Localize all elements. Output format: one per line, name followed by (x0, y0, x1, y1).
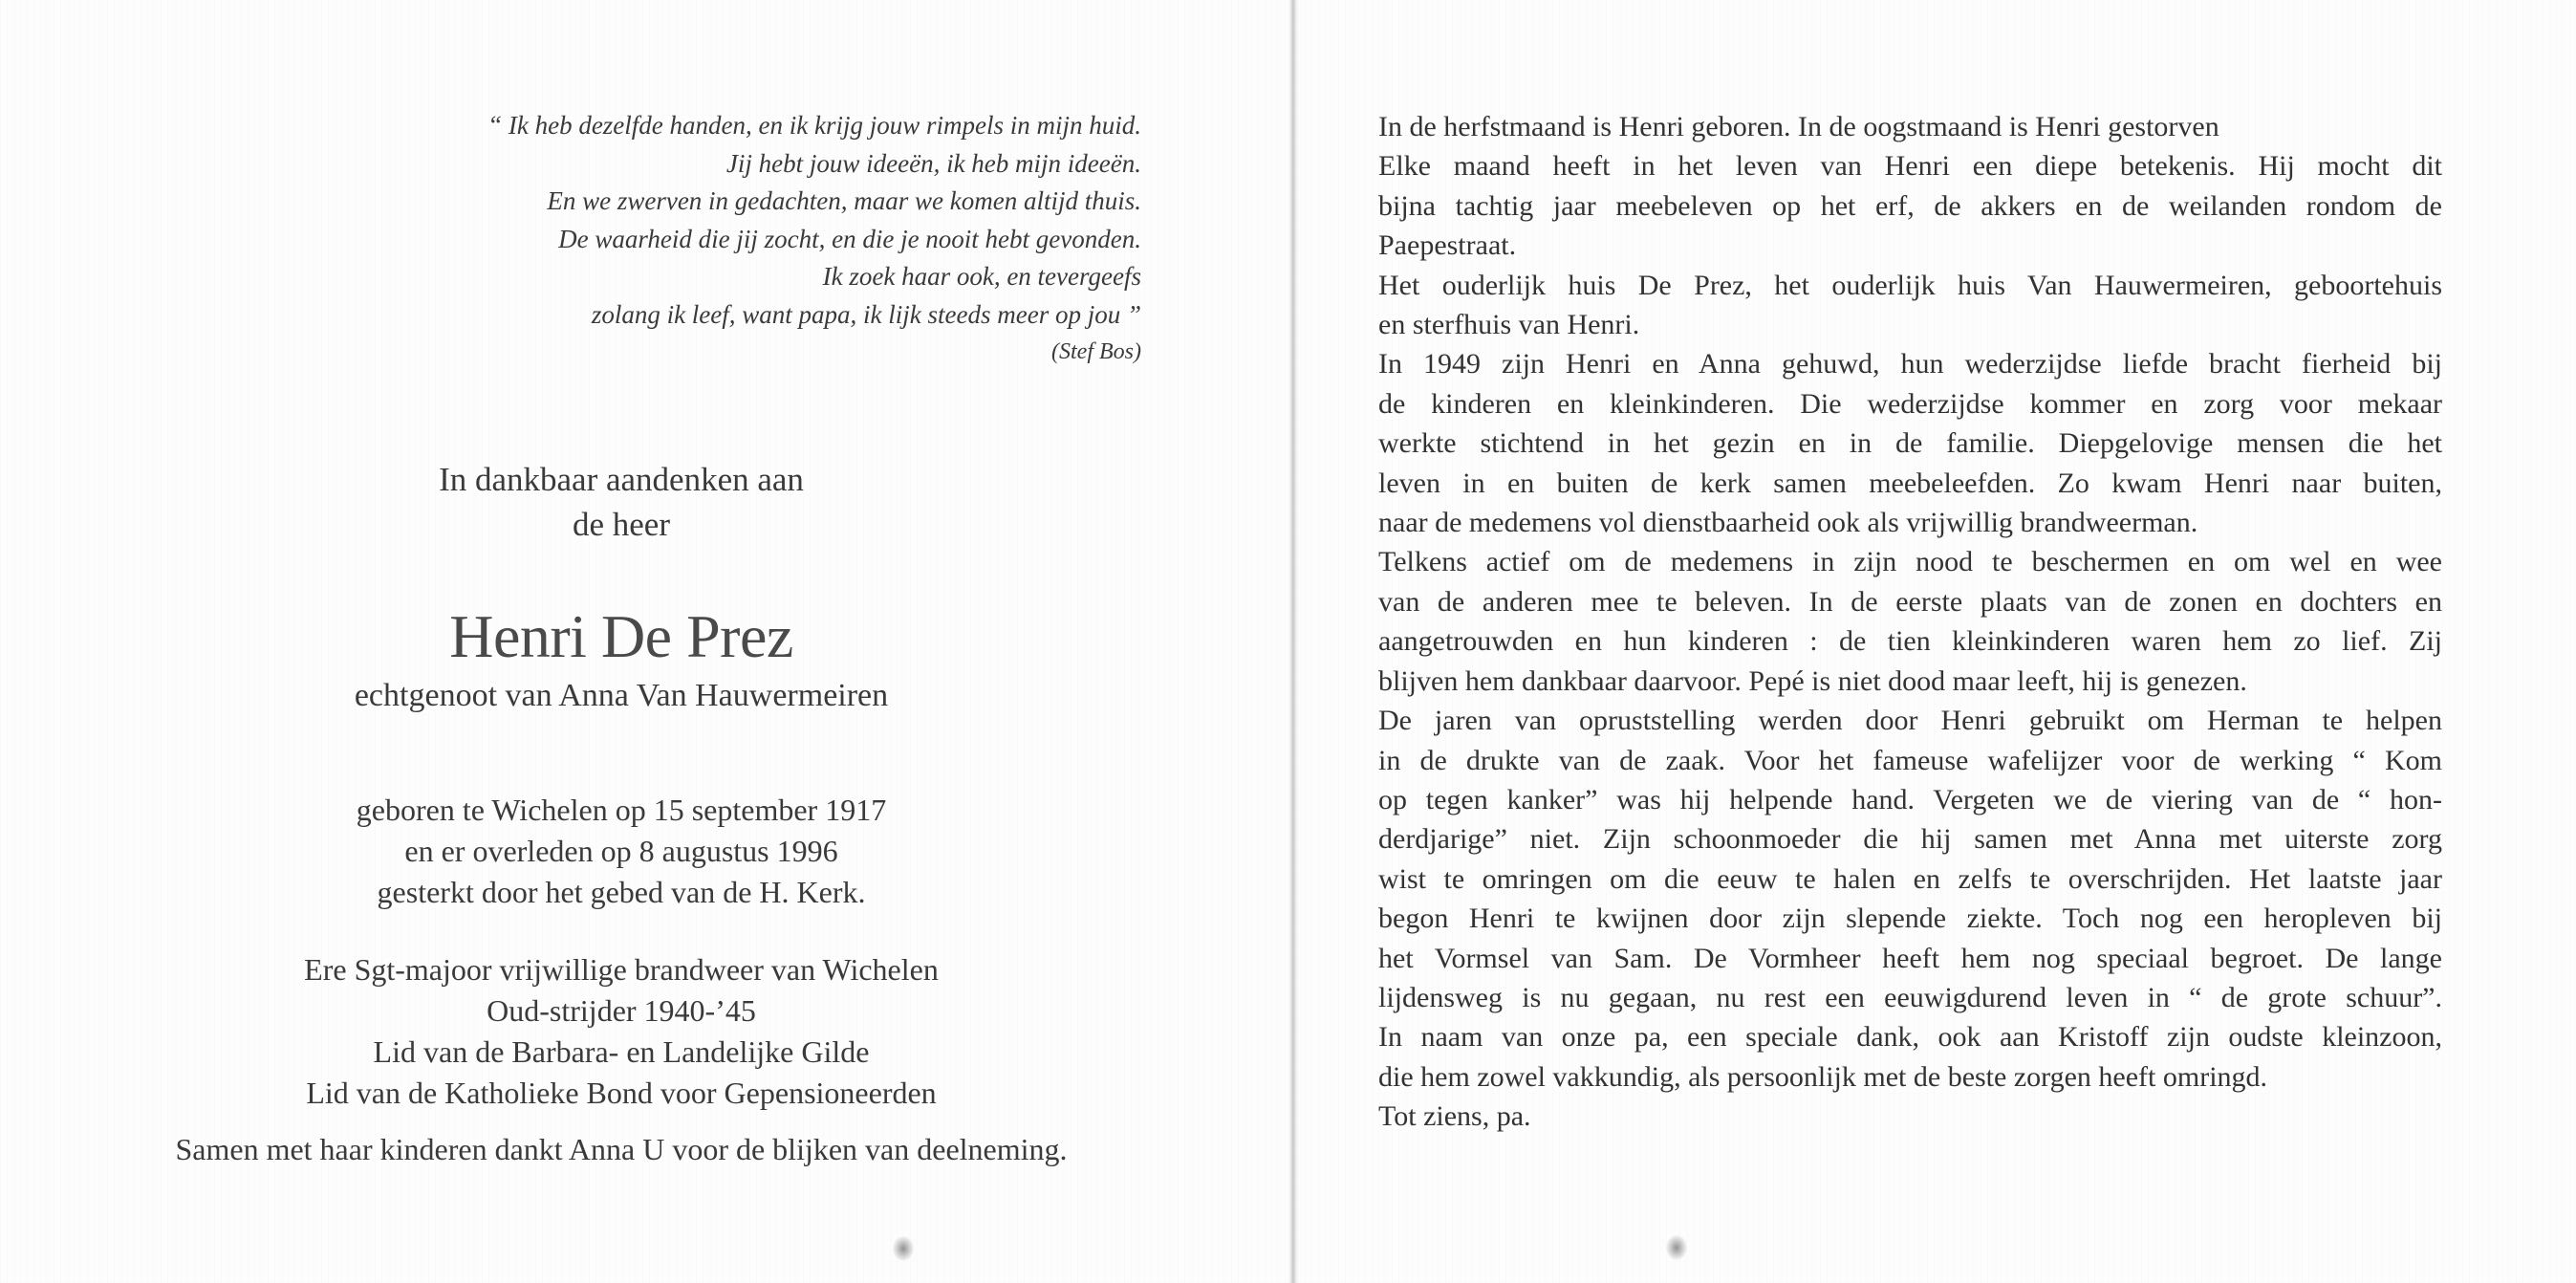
card-fold-line (1288, 0, 1298, 1283)
biography-line: Tot ziens, pa. (1378, 1100, 1531, 1133)
biography-line: leven in en buiten de kerk samen meebeleefden. Zo kwam Henri naar buiten, (1378, 467, 2442, 499)
biography-line: wist te omringen om die eeuw te halen en zelfs te overschrijden. Het laatste jaar (1378, 862, 2442, 895)
biography-line: Paepestraat. (1378, 229, 1517, 262)
poem-line: zolang ik leef, want papa, ik lijk steeds meer op jou ” (591, 299, 1141, 329)
title-line: Lid van de Katholieke Bond voor Gepensioneerden (306, 1076, 937, 1110)
poem-line: Ik zoek haar ook, en tevergeefs (822, 262, 1141, 291)
biography-line: Telkens actief om de medemens in zijn nood te beschermen en om wel en wee (1378, 546, 2442, 578)
ink-smudge-mark (1666, 1235, 1687, 1260)
biography-line: bijna tachtig jaar meebeleven op het erf, de akkers en de weilanden rondom de (1378, 189, 2442, 222)
biography-line: op tegen kanker” was hij helpende hand. Vergeten we de viering van de “ hon- (1378, 783, 2442, 815)
biography-text (1378, 107, 2442, 1137)
poem-line: Jij hebt jouw ideeën, ik heb mijn ideeën. (725, 148, 1141, 178)
biography-line: het Vormsel van Sam. De Vormheer heeft hem nog speciaal begroet. De lange (1378, 942, 2442, 974)
dedication-line: de heer (572, 506, 670, 543)
biography-line: en sterfhuis van Henri. (1378, 309, 1640, 341)
biography-line: derdjarige” niet. Zijn schoonmoeder die hij samen met Anna met uiterste zorg (1378, 823, 2442, 856)
poem-line: De waarheid die jij zocht, en die je nooit hebt gevonden. (558, 224, 1141, 253)
biography-line: Het ouderlijk huis De Prez, het ouderlijk huis Van Hauwermeiren, geboortehuis (1378, 269, 2442, 301)
biography-line: blijven hem dankbaar daarvoor. Pepé is niet dood maar leeft, hij is genezen. (1378, 664, 2247, 697)
biography-line: begon Henri te kwijnen door zijn slepende ziekte. Toch nog een heropleven bij (1378, 902, 2442, 935)
biography-line: De jaren van opruststelling werden door Henri gebruikt om Herman te helpen (1378, 705, 2442, 737)
biography-line: die hem zowel vakkundig, als persoonlijk met de beste zorgen heeft omringd. (1378, 1060, 2268, 1093)
poem-line: En we zwerven in gedachten, maar we komen altijd thuis. (547, 186, 1141, 215)
biography-line: lijdensweg is nu gegaan, nu rest een eeuwigdurend leven in “ de grote schuur”. (1378, 981, 2442, 1013)
title-line: Ere Sgt-majoor vrijwillige brandweer van Wichelen (304, 952, 939, 987)
thanks-line: Samen met haar kinderen dankt Anna U voor de blijken van deelneming. (175, 1132, 1068, 1166)
dedication-line: In dankbaar aandenken aan (439, 461, 804, 498)
birth-line: geboren te Wichelen op 15 september 1917 (356, 793, 887, 827)
biography-line: In de herfstmaand is Henri geboren. In de oogstmaand is Henri gestorven (1378, 111, 2219, 142)
dedication (96, 457, 1147, 547)
poem-author: (Stef Bos) (1051, 339, 1141, 364)
biography-line: in de drukte van de zaak. Voor het fameuse wafelijzer voor de werking “ Kom (1378, 744, 2442, 776)
biography-line: aangetrouwden en hun kinderen : de tien kleinkinderen waren hem zo lief. Zij (1378, 625, 2442, 658)
biography-line: naar de medemens vol dienstbaarheid ook als vrijwillig brandweerman. (1378, 507, 2198, 539)
biography-line: de kinderen en kleinkinderen. Die wederzijdse kommer en zorg voor mekaar (1378, 387, 2442, 420)
biography-line: Elke maand heeft in het leven van Henri een diepe betekenis. Hij mocht dit (1378, 150, 2442, 183)
title-line: Oud-strijder 1940-’45 (487, 993, 756, 1028)
biography-line: In 1949 zijn Henri en Anna gehuwd, hun wederzijdse liefde bracht fierheid bij (1378, 348, 2442, 381)
death-line: en er overleden op 8 augustus 1996 (404, 834, 838, 868)
biography-line: van de anderen mee te beleven. In de eerste plaats van de zonen en dochters en (1378, 585, 2442, 618)
biography-line: In naam van onze pa, een speciale dank, ook aan Kristoff zijn oudste kleinzoon, (1378, 1021, 2442, 1054)
title-line: Lid van de Barbara- en Landelijke Gilde (373, 1034, 870, 1069)
ink-smudge-mark (893, 1236, 914, 1261)
honorary-titles (96, 949, 1147, 1114)
biography-line: werkte stichtend in het gezin en in de familie. Diepgelovige mensen die het (1378, 427, 2442, 460)
poem-quote (344, 107, 1141, 372)
poem-line: “ Ik heb dezelfde handen, en ik krijg jouw rimpels in mijn huid. (487, 111, 1141, 140)
blessing-line: gesterkt door het gebed van de H. Kerk. (377, 875, 866, 909)
spouse-line: echtgenoot van Anna Van Hauwermeiren (354, 678, 889, 713)
deceased-name: Henri De Prez (449, 602, 793, 670)
life-dates (96, 790, 1147, 913)
